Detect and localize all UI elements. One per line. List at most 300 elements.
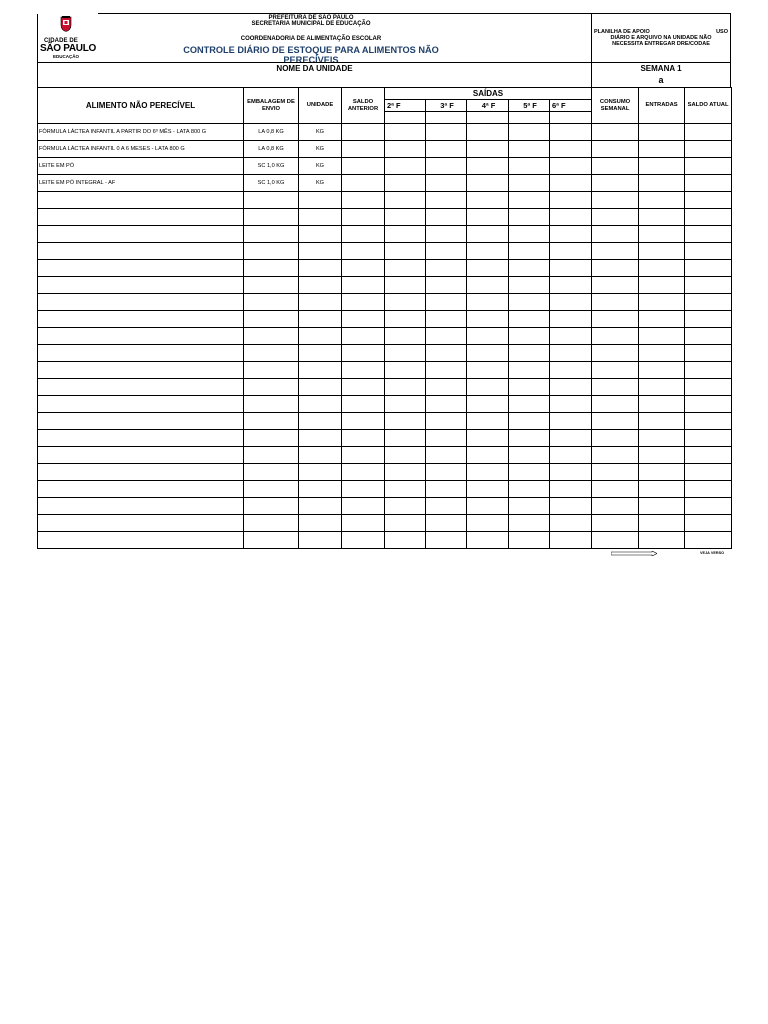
- day-2-cell[interactable]: [385, 430, 426, 447]
- day-4-cell[interactable]: [467, 260, 509, 277]
- weekly-use-cell[interactable]: [592, 532, 639, 549]
- table-row: [38, 345, 732, 362]
- current-balance-cell[interactable]: [685, 141, 732, 158]
- current-balance-cell[interactable]: [685, 345, 732, 362]
- prev-balance-cell[interactable]: [342, 396, 385, 413]
- day-2-cell[interactable]: [385, 175, 426, 192]
- packaging-cell: [244, 362, 299, 379]
- item-cell: [38, 311, 244, 328]
- city-logo: [38, 14, 98, 63]
- day-6-cell[interactable]: [550, 447, 592, 464]
- unit-name-label: NOME DA UNIDADE: [276, 64, 353, 73]
- entries-cell[interactable]: [639, 277, 685, 294]
- day-3-cell[interactable]: [426, 532, 467, 549]
- day-3-cell[interactable]: [426, 430, 467, 447]
- day-5-cell[interactable]: [509, 362, 550, 379]
- current-balance-cell[interactable]: [685, 413, 732, 430]
- day-5-cell[interactable]: [509, 260, 550, 277]
- weekly-use-cell[interactable]: [592, 481, 639, 498]
- day-2-cell[interactable]: [385, 413, 426, 430]
- day-4-cell[interactable]: [467, 345, 509, 362]
- day-5-cell[interactable]: [509, 515, 550, 532]
- weekly-use-cell[interactable]: [592, 260, 639, 277]
- day-3-cell[interactable]: [426, 311, 467, 328]
- prev-balance-cell[interactable]: [342, 430, 385, 447]
- weekly-use-cell[interactable]: [592, 209, 639, 226]
- prev-balance-cell[interactable]: [342, 277, 385, 294]
- packaging-cell: [244, 311, 299, 328]
- day-6-cell[interactable]: [550, 328, 592, 345]
- entries-cell[interactable]: [639, 175, 685, 192]
- day-3-cell[interactable]: [426, 226, 467, 243]
- unit-cell: [299, 311, 342, 328]
- day-4-cell[interactable]: [467, 294, 509, 311]
- day-4-cell[interactable]: [467, 277, 509, 294]
- unit-cell: KG: [299, 124, 342, 141]
- usage-note-line-2: DIÁRIO E ARQUIVO NA UNIDADE NÃO: [610, 35, 712, 41]
- unit-cell: [299, 260, 342, 277]
- table-row: [38, 124, 732, 141]
- packaging-cell: [244, 430, 299, 447]
- item-cell: [38, 498, 244, 515]
- prev-balance-cell[interactable]: [342, 515, 385, 532]
- weekly-use-cell[interactable]: [592, 294, 639, 311]
- entries-cell[interactable]: [639, 498, 685, 515]
- day-5-cell[interactable]: [509, 158, 550, 175]
- col-header-item: ALIMENTO NÃO PERECÍVEL: [38, 88, 244, 124]
- weekly-use-cell[interactable]: [592, 226, 639, 243]
- day-2-cell[interactable]: [385, 379, 426, 396]
- day-4-cell[interactable]: [467, 362, 509, 379]
- day-4-cell[interactable]: [467, 141, 509, 158]
- packaging-cell: LA 0,8 KG: [244, 141, 299, 158]
- table-row: [38, 158, 732, 175]
- current-balance-cell[interactable]: [685, 209, 732, 226]
- unit-cell: [299, 192, 342, 209]
- entries-cell[interactable]: [639, 447, 685, 464]
- prev-balance-cell[interactable]: [342, 311, 385, 328]
- packaging-cell: [244, 532, 299, 549]
- day-6-cell[interactable]: [550, 515, 592, 532]
- day-5-cell[interactable]: [509, 413, 550, 430]
- day-2-cell[interactable]: [385, 311, 426, 328]
- day-2-cell[interactable]: [385, 447, 426, 464]
- weekly-use-cell[interactable]: [592, 243, 639, 260]
- day-3-cell[interactable]: [426, 413, 467, 430]
- day-5-cell[interactable]: [509, 277, 550, 294]
- day-5-cell[interactable]: [509, 430, 550, 447]
- entries-cell[interactable]: [639, 141, 685, 158]
- weekly-use-cell[interactable]: [592, 430, 639, 447]
- day-3-cell[interactable]: [426, 362, 467, 379]
- day-4-cell[interactable]: [467, 158, 509, 175]
- entries-cell[interactable]: [639, 413, 685, 430]
- day-3-cell[interactable]: [426, 175, 467, 192]
- day-6-cell[interactable]: [550, 413, 592, 430]
- day-6-cell[interactable]: [550, 379, 592, 396]
- unit-cell: [299, 277, 342, 294]
- packaging-cell: [244, 192, 299, 209]
- prev-balance-cell[interactable]: [342, 532, 385, 549]
- day-3-cell[interactable]: [426, 124, 467, 141]
- day-6-cell[interactable]: [550, 226, 592, 243]
- col-header-packaging: EMBALAGEM DE ENVIO: [244, 88, 299, 124]
- day-2-cell[interactable]: [385, 260, 426, 277]
- weekly-use-cell[interactable]: [592, 379, 639, 396]
- current-balance-cell[interactable]: [685, 447, 732, 464]
- col-header-prev-balance: SALDO ANTERIOR: [342, 88, 385, 124]
- day-6-cell[interactable]: [550, 396, 592, 413]
- day-2-cell[interactable]: [385, 464, 426, 481]
- weekly-use-cell[interactable]: [592, 277, 639, 294]
- day-3-cell[interactable]: [426, 141, 467, 158]
- unit-cell: [299, 430, 342, 447]
- day-3-cell[interactable]: [426, 243, 467, 260]
- unit-cell: [299, 413, 342, 430]
- day-6-cell[interactable]: [550, 498, 592, 515]
- unit-cell: [299, 532, 342, 549]
- weekly-use-cell[interactable]: [592, 124, 639, 141]
- unit-cell: [299, 209, 342, 226]
- day-6-cell[interactable]: [550, 362, 592, 379]
- prev-balance-cell[interactable]: [342, 226, 385, 243]
- prev-balance-cell[interactable]: [342, 464, 385, 481]
- prev-balance-cell[interactable]: [342, 345, 385, 362]
- day-3-cell[interactable]: [426, 396, 467, 413]
- item-cell: [38, 362, 244, 379]
- unit-cell: [299, 328, 342, 345]
- packaging-cell: [244, 243, 299, 260]
- current-balance-cell[interactable]: [685, 175, 732, 192]
- day-2-cell[interactable]: [385, 209, 426, 226]
- weekly-use-cell[interactable]: [592, 447, 639, 464]
- packaging-cell: [244, 498, 299, 515]
- day-2-cell[interactable]: [385, 277, 426, 294]
- sheet-header: [37, 13, 731, 65]
- day-5-cell[interactable]: [509, 175, 550, 192]
- current-balance-cell[interactable]: [685, 328, 732, 345]
- day-3-cell[interactable]: [426, 379, 467, 396]
- day-4-cell[interactable]: [467, 226, 509, 243]
- day-6-cell[interactable]: [550, 430, 592, 447]
- item-cell: [38, 277, 244, 294]
- item-cell: [38, 192, 244, 209]
- day-3-cell[interactable]: [426, 209, 467, 226]
- entries-cell[interactable]: [639, 311, 685, 328]
- day-5-cell[interactable]: [509, 396, 550, 413]
- day-5-cell[interactable]: [509, 481, 550, 498]
- current-balance-cell[interactable]: [685, 243, 732, 260]
- entries-cell[interactable]: [639, 328, 685, 345]
- current-balance-cell[interactable]: [685, 515, 732, 532]
- day-5-cell[interactable]: [509, 209, 550, 226]
- prev-balance-cell[interactable]: [342, 124, 385, 141]
- prev-balance-cell[interactable]: [342, 175, 385, 192]
- day-4-cell[interactable]: [467, 124, 509, 141]
- day-2-cell[interactable]: [385, 481, 426, 498]
- packaging-cell: [244, 226, 299, 243]
- weekly-use-cell[interactable]: [592, 328, 639, 345]
- day-5-cell[interactable]: [509, 447, 550, 464]
- day-3-cell[interactable]: [426, 277, 467, 294]
- current-balance-cell[interactable]: [685, 294, 732, 311]
- day-3-cell[interactable]: [426, 192, 467, 209]
- weekly-use-cell[interactable]: [592, 192, 639, 209]
- weekly-use-cell[interactable]: [592, 311, 639, 328]
- weekly-use-cell[interactable]: [592, 158, 639, 175]
- item-cell: [38, 226, 244, 243]
- day-4-cell[interactable]: [467, 396, 509, 413]
- table-row: [38, 515, 732, 532]
- table-row: [38, 175, 732, 192]
- day-6-cell[interactable]: [550, 532, 592, 549]
- day-6-cell[interactable]: [550, 158, 592, 175]
- day-5-cell[interactable]: [509, 192, 550, 209]
- day-4-cell[interactable]: [467, 243, 509, 260]
- item-cell: [38, 413, 244, 430]
- entries-cell[interactable]: [639, 226, 685, 243]
- prev-balance-cell[interactable]: [342, 498, 385, 515]
- day-4-cell[interactable]: [467, 209, 509, 226]
- day-6-cell[interactable]: [550, 294, 592, 311]
- current-balance-cell[interactable]: [685, 464, 732, 481]
- weekly-use-cell[interactable]: [592, 362, 639, 379]
- table-row: [38, 243, 732, 260]
- entries-cell[interactable]: [639, 532, 685, 549]
- packaging-cell: [244, 260, 299, 277]
- prev-balance-cell[interactable]: [342, 362, 385, 379]
- day-6-cell[interactable]: [550, 209, 592, 226]
- current-balance-cell[interactable]: [685, 192, 732, 209]
- current-balance-cell[interactable]: [685, 430, 732, 447]
- prev-balance-cell[interactable]: [342, 447, 385, 464]
- prev-balance-cell[interactable]: [342, 481, 385, 498]
- entries-cell[interactable]: [639, 430, 685, 447]
- entries-cell[interactable]: [639, 515, 685, 532]
- item-cell: [38, 396, 244, 413]
- day-2-cell[interactable]: [385, 243, 426, 260]
- day-6-cell[interactable]: [550, 277, 592, 294]
- day-2-cell[interactable]: [385, 396, 426, 413]
- prev-balance-cell[interactable]: [342, 192, 385, 209]
- day-2-cell[interactable]: [385, 294, 426, 311]
- prev-balance-cell[interactable]: [342, 141, 385, 158]
- day-2-cell[interactable]: [385, 532, 426, 549]
- current-balance-cell[interactable]: [685, 532, 732, 549]
- current-balance-cell[interactable]: [685, 124, 732, 141]
- day-6-cell[interactable]: [550, 141, 592, 158]
- day-3-cell[interactable]: [426, 345, 467, 362]
- weekly-use-cell[interactable]: [592, 175, 639, 192]
- day-4-cell[interactable]: [467, 430, 509, 447]
- col-header-day-5: 5ª F: [509, 100, 550, 112]
- prev-balance-cell[interactable]: [342, 294, 385, 311]
- day-2-cell[interactable]: [385, 345, 426, 362]
- current-balance-cell[interactable]: [685, 379, 732, 396]
- week-box: [591, 63, 731, 87]
- unit-cell: [299, 498, 342, 515]
- prev-balance-cell[interactable]: [342, 328, 385, 345]
- day-5-cell[interactable]: [509, 345, 550, 362]
- day-3-cell[interactable]: [426, 464, 467, 481]
- entries-cell[interactable]: [639, 379, 685, 396]
- day-5-cell[interactable]: [509, 124, 550, 141]
- day-6-cell[interactable]: [550, 243, 592, 260]
- day-6-cell[interactable]: [550, 175, 592, 192]
- weekly-use-cell[interactable]: [592, 498, 639, 515]
- col-header-entries: ENTRADAS: [639, 88, 685, 124]
- day-6-cell[interactable]: [550, 481, 592, 498]
- prev-balance-cell[interactable]: [342, 243, 385, 260]
- day-6-cell[interactable]: [550, 192, 592, 209]
- packaging-cell: [244, 379, 299, 396]
- day-6-cell[interactable]: [550, 124, 592, 141]
- day-5-cell[interactable]: [509, 532, 550, 549]
- day-4-cell[interactable]: [467, 328, 509, 345]
- entries-cell[interactable]: [639, 362, 685, 379]
- current-balance-cell[interactable]: [685, 498, 732, 515]
- weekly-use-cell[interactable]: [592, 141, 639, 158]
- current-balance-cell[interactable]: [685, 158, 732, 175]
- day-6-cell[interactable]: [550, 345, 592, 362]
- day-5-cell[interactable]: [509, 311, 550, 328]
- item-cell: [38, 532, 244, 549]
- unit-row: [37, 62, 731, 87]
- day-2-cell[interactable]: [385, 141, 426, 158]
- day-4-cell[interactable]: [467, 498, 509, 515]
- day-5-cell[interactable]: [509, 141, 550, 158]
- day-5-cell[interactable]: [509, 243, 550, 260]
- day-4-cell[interactable]: [467, 447, 509, 464]
- day-2-cell[interactable]: [385, 498, 426, 515]
- day-5-cell[interactable]: [509, 294, 550, 311]
- current-balance-cell[interactable]: [685, 396, 732, 413]
- current-balance-cell[interactable]: [685, 481, 732, 498]
- packaging-cell: [244, 447, 299, 464]
- prev-balance-cell[interactable]: [342, 209, 385, 226]
- packaging-cell: [244, 396, 299, 413]
- day-5-cell[interactable]: [509, 498, 550, 515]
- current-balance-cell[interactable]: [685, 226, 732, 243]
- packaging-cell: [244, 345, 299, 362]
- unit-cell: [299, 379, 342, 396]
- day-2-cell[interactable]: [385, 124, 426, 141]
- day-2-cell[interactable]: [385, 515, 426, 532]
- unit-cell: [299, 396, 342, 413]
- entries-cell[interactable]: [639, 345, 685, 362]
- current-balance-cell[interactable]: [685, 260, 732, 277]
- prev-balance-cell[interactable]: [342, 413, 385, 430]
- day-4-cell[interactable]: [467, 311, 509, 328]
- item-cell: [38, 430, 244, 447]
- item-cell: [38, 447, 244, 464]
- day-3-cell[interactable]: [426, 481, 467, 498]
- day-5-cell[interactable]: [509, 226, 550, 243]
- day-3-cell[interactable]: [426, 294, 467, 311]
- item-cell: [38, 481, 244, 498]
- entries-cell[interactable]: [639, 294, 685, 311]
- day-4-cell[interactable]: [467, 515, 509, 532]
- day-6-cell[interactable]: [550, 464, 592, 481]
- day-2-cell[interactable]: [385, 226, 426, 243]
- day-5-cell[interactable]: [509, 328, 550, 345]
- day-4-cell[interactable]: [467, 464, 509, 481]
- day-4-cell[interactable]: [467, 532, 509, 549]
- day-3-cell[interactable]: [426, 158, 467, 175]
- table-row: [38, 464, 732, 481]
- day-2-cell[interactable]: [385, 158, 426, 175]
- day-4-cell[interactable]: [467, 481, 509, 498]
- day-3-cell[interactable]: [426, 498, 467, 515]
- packaging-cell: [244, 277, 299, 294]
- table-row: [38, 294, 732, 311]
- entries-cell[interactable]: [639, 481, 685, 498]
- entries-cell[interactable]: [639, 209, 685, 226]
- current-balance-cell[interactable]: [685, 277, 732, 294]
- current-balance-cell[interactable]: [685, 311, 732, 328]
- day-2-cell[interactable]: [385, 328, 426, 345]
- day-6-cell[interactable]: [550, 260, 592, 277]
- item-cell: [38, 464, 244, 481]
- current-balance-cell[interactable]: [685, 362, 732, 379]
- packaging-cell: [244, 209, 299, 226]
- unit-cell: [299, 294, 342, 311]
- entries-cell[interactable]: [639, 192, 685, 209]
- day-2-cell[interactable]: [385, 192, 426, 209]
- entries-cell[interactable]: [639, 396, 685, 413]
- day-3-cell[interactable]: [426, 515, 467, 532]
- entries-cell[interactable]: [639, 260, 685, 277]
- weekly-use-cell[interactable]: [592, 396, 639, 413]
- unit-cell: [299, 464, 342, 481]
- packaging-cell: [244, 464, 299, 481]
- unit-cell: [299, 362, 342, 379]
- item-cell: [38, 209, 244, 226]
- prev-balance-cell[interactable]: [342, 379, 385, 396]
- day-6-cell[interactable]: [550, 311, 592, 328]
- entries-cell[interactable]: [639, 124, 685, 141]
- day-5-cell[interactable]: [509, 379, 550, 396]
- day-5-cell[interactable]: [509, 464, 550, 481]
- entries-cell[interactable]: [639, 464, 685, 481]
- packaging-cell: [244, 515, 299, 532]
- weekly-use-cell[interactable]: [592, 345, 639, 362]
- weekly-use-cell[interactable]: [592, 464, 639, 481]
- entries-cell[interactable]: [639, 158, 685, 175]
- table-row: [38, 413, 732, 430]
- sheet-title: CONTROLE DIÁRIO DE ESTOQUE PARA ALIMENTOS NÃO PERECÍVEIS: [183, 45, 439, 65]
- unit-cell: [299, 447, 342, 464]
- packaging-cell: LA 0,8 KG: [244, 124, 299, 141]
- day-3-cell[interactable]: [426, 260, 467, 277]
- weekly-use-cell[interactable]: [592, 413, 639, 430]
- weekly-use-cell[interactable]: [592, 515, 639, 532]
- logo-line-2: SÃO PAULO: [40, 43, 97, 54]
- day-3-cell[interactable]: [426, 328, 467, 345]
- table-row: [38, 532, 732, 549]
- day-4-cell[interactable]: [467, 175, 509, 192]
- day-2-cell[interactable]: [385, 362, 426, 379]
- item-cell: FÓRMULA LÁCTEA INFANTIL A PARTIR DO 6º MÊS - LATA 800 G: [38, 124, 244, 141]
- day-4-cell[interactable]: [467, 413, 509, 430]
- day-3-cell[interactable]: [426, 447, 467, 464]
- day-4-cell[interactable]: [467, 379, 509, 396]
- prev-balance-cell[interactable]: [342, 260, 385, 277]
- entries-cell[interactable]: [639, 243, 685, 260]
- day-4-cell[interactable]: [467, 192, 509, 209]
- prev-balance-cell[interactable]: [342, 158, 385, 175]
- col-header-unit: UNIDADE: [299, 88, 342, 124]
